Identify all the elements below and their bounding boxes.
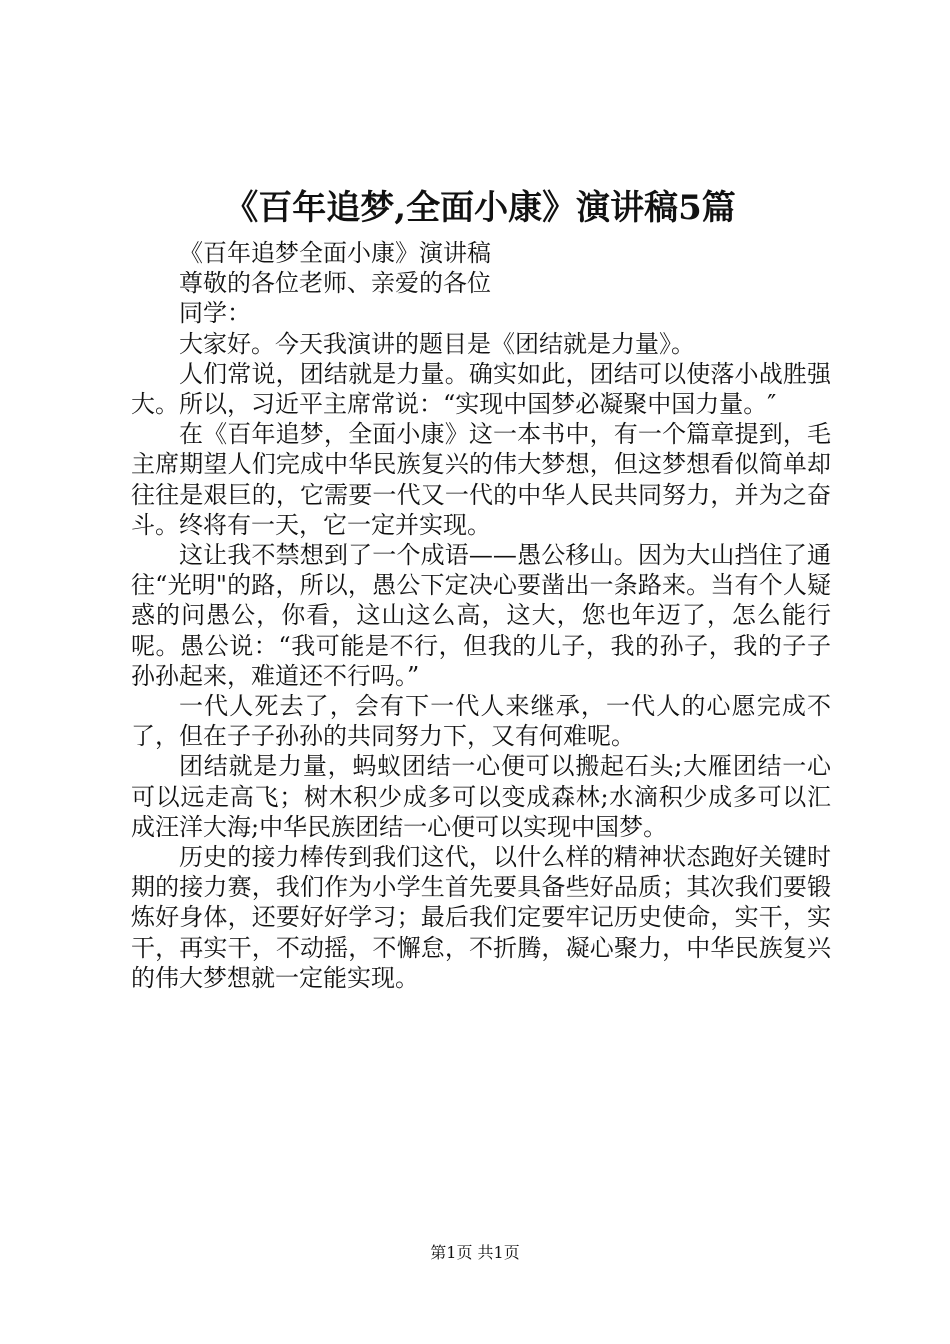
- paragraph: 团结就是力量，蚂蚁团结一心便可以搬起石头;大雁团结一心可以远走高飞；树木积少成多可以变成森林;水滴积少成多可以汇成汪洋大海;中华民族团结一心便可以实现中国梦。: [131, 752, 831, 841]
- paragraph: 人们常说，团结就是力量。确实如此，团结可以使落小战胜强大。所以，习近平主席常说：“实现中国梦必凝聚中国力量。″: [131, 359, 831, 419]
- document-body: [131, 238, 831, 993]
- paragraph-subtitle: 《百年追梦全面小康》演讲稿: [179, 239, 491, 267]
- paragraph-salutation: 尊敬的各位老师、亲爱的各位: [179, 269, 491, 298]
- paragraph-greeting: 大家好。今天我演讲的题目是《团结就是力量》。: [179, 329, 695, 358]
- paragraph: 一代人死去了，会有下一代人来继承，一代人的心愿完成不了，但在子子孙孙的共同努力下，又有何难呢。: [131, 692, 831, 751]
- paragraph-salutation-cont: 同学：: [179, 299, 251, 328]
- document-title: 《百年追梦,全面小康》演讲稿5篇: [224, 188, 736, 228]
- paragraph: 历史的接力棒传到我们这代，以什么样的精神状态跑好关键时期的接力赛，我们作为小学生首先要具备些好品质；其次我们要锻炼好身体，还要好好学习；最后我们定要牢记历史使命，实干，实干，再实干，不动摇，不懈怠，不折腾，凝心聚力，中华民族复兴的伟大梦想就一定能实现。: [131, 843, 831, 992]
- paragraph: 这让我不禁想到了一个成语——愚公移山。因为大山挡住了通往“光明"的路，所以，愚公下定决心要凿出一条路来。当有个人疑惑的问愚公，你看，这山这么高，这大，您也年迈了，怎么能行呢。愚公说：“我可能是不行，但我的儿子，我的孙子，我的子子孙孙起来，难道还不行吗。”: [131, 541, 831, 690]
- page-footer: 第1页 共1页: [430, 1243, 520, 1262]
- paragraph: 在《百年追梦，全面小康》这一本书中，有一个篇章提到，毛主席期望人们完成中华民族复兴的伟大梦想，但这梦想看似简单却往往是艰巨的，它需要一代又一代的中华人民共同努力，并为之奋斗。终将有一天，它一定并实现。: [131, 420, 831, 539]
